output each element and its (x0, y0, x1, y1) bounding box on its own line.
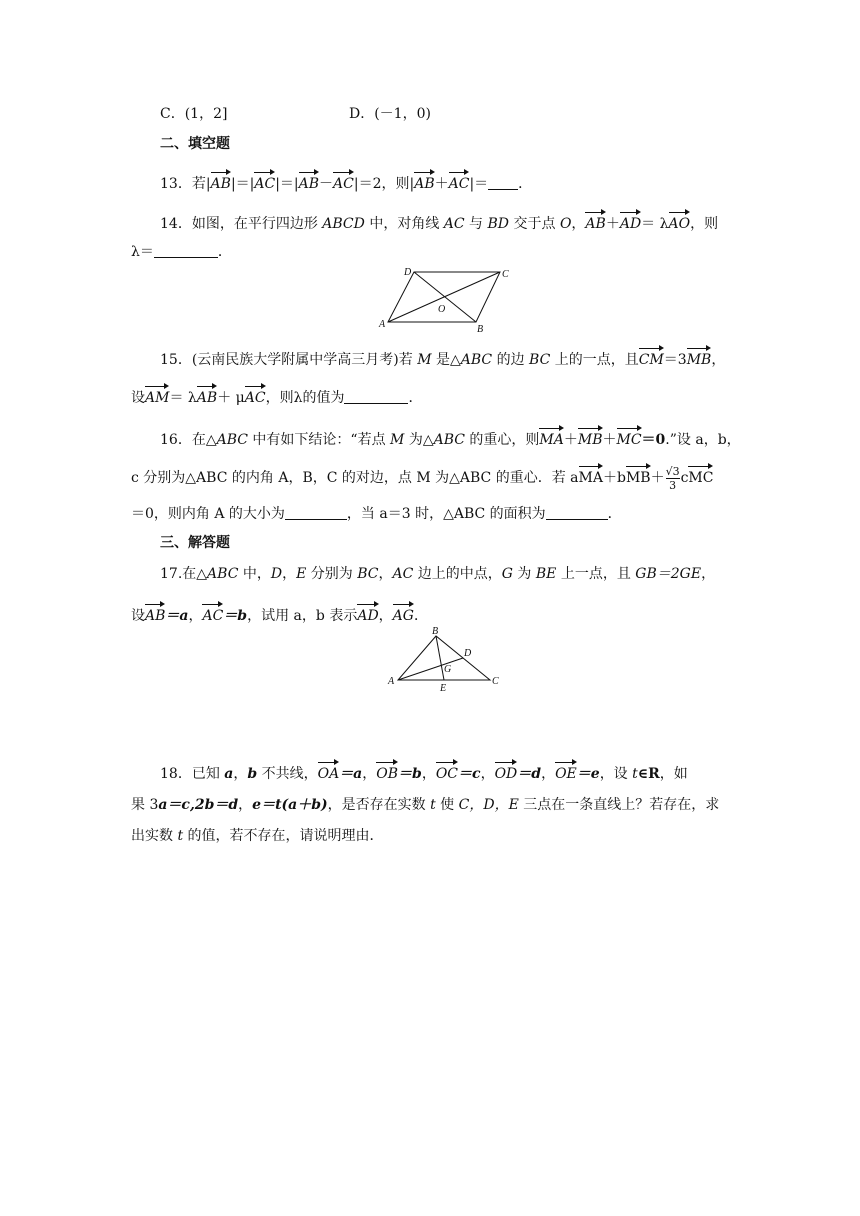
parallelogram-figure (376, 264, 516, 334)
answer-blank (344, 389, 408, 404)
section-fill-in-heading: 二、填空题 (160, 136, 230, 152)
question-17: 17.在△ABC 中，D，E 分别为 BC，AC 边上的中点，G 为 BE 上一点，且 GB＝2GE， (160, 566, 716, 582)
answer-blank (488, 175, 518, 190)
label-d: D (464, 648, 472, 659)
label-b: B (477, 324, 484, 334)
question-16: 16．在△ABC 中有如下结论：“若点 M 为△ABC 的重心，则MA＋MB＋MC＝0.”设 a，b， (160, 424, 741, 450)
question-15: 15．(云南民族大学附属中学高三月考)若 M 是△ABC 的边 BC 上的一点，且CM＝3MB， (160, 344, 725, 370)
label-o: O (438, 304, 446, 315)
answer-blank (154, 243, 218, 258)
section-answer-heading: 三、解答题 (160, 535, 230, 551)
label-c: C (502, 269, 509, 280)
label-c: C (492, 676, 499, 687)
label-b: B (432, 626, 439, 637)
median-be (436, 636, 444, 680)
question-16-line-3: ＝0，则内角 A 的大小为 ，当 a＝3 时，△ABC 的面积为 ． (131, 506, 622, 522)
answer-blank-area (546, 505, 608, 520)
question-18: 18．已知 a，b 不共线，OA＝a，OB＝b，OC＝c，OD＝d，OE＝e，设 t∈R，如 (160, 758, 688, 784)
question-17-line-2: 设AB＝a，AC＝b，试用 a，b 表示AD，AG． (131, 600, 428, 626)
question-15-line-2: 设AM＝ λAB＋ μAC，则λ的值为 ． (131, 382, 422, 408)
question-14: 14．如图，在平行四边形 ABCD 中，对角线 AC 与 BD 交于点 O，AB＋AD＝ λAO，则 (160, 208, 718, 234)
question-14-line-2: λ＝ ． (131, 244, 232, 260)
option-c: C．(1，2] (160, 106, 228, 122)
fraction-sqrt3-over-3: $\frac{√3}{3}$ (665, 464, 680, 492)
label-d: D (404, 267, 412, 278)
label-e: E (440, 683, 447, 694)
label-a: A (379, 319, 386, 330)
question-16-line-2: c 分别为△ABC 的内角 A，B，C 的对边，点 M 为△ABC 的重心．若 aMA＋bMB＋ $\frac{√3}{3}$ cMC (131, 462, 713, 492)
answer-blank-angle (285, 505, 347, 520)
question-18-line-2: 果 3a＝c,2b＝d，e＝t(a＋b)，是否存在实数 t 使 C，D，E 三点在一条直线上？若存在，求 (131, 797, 720, 813)
triangle-figure (384, 626, 508, 694)
question-13: 13．若|AB|＝|AC|＝|AB－AC|＝2，则|AB＋AC|＝ ． (160, 168, 532, 194)
question-18-line-3: 出实数 t 的值，若不存在，请说明理由． (131, 828, 384, 844)
label-a: A (388, 676, 395, 687)
option-d: D．(－1，0) (349, 106, 431, 122)
label-g: G (444, 664, 452, 675)
